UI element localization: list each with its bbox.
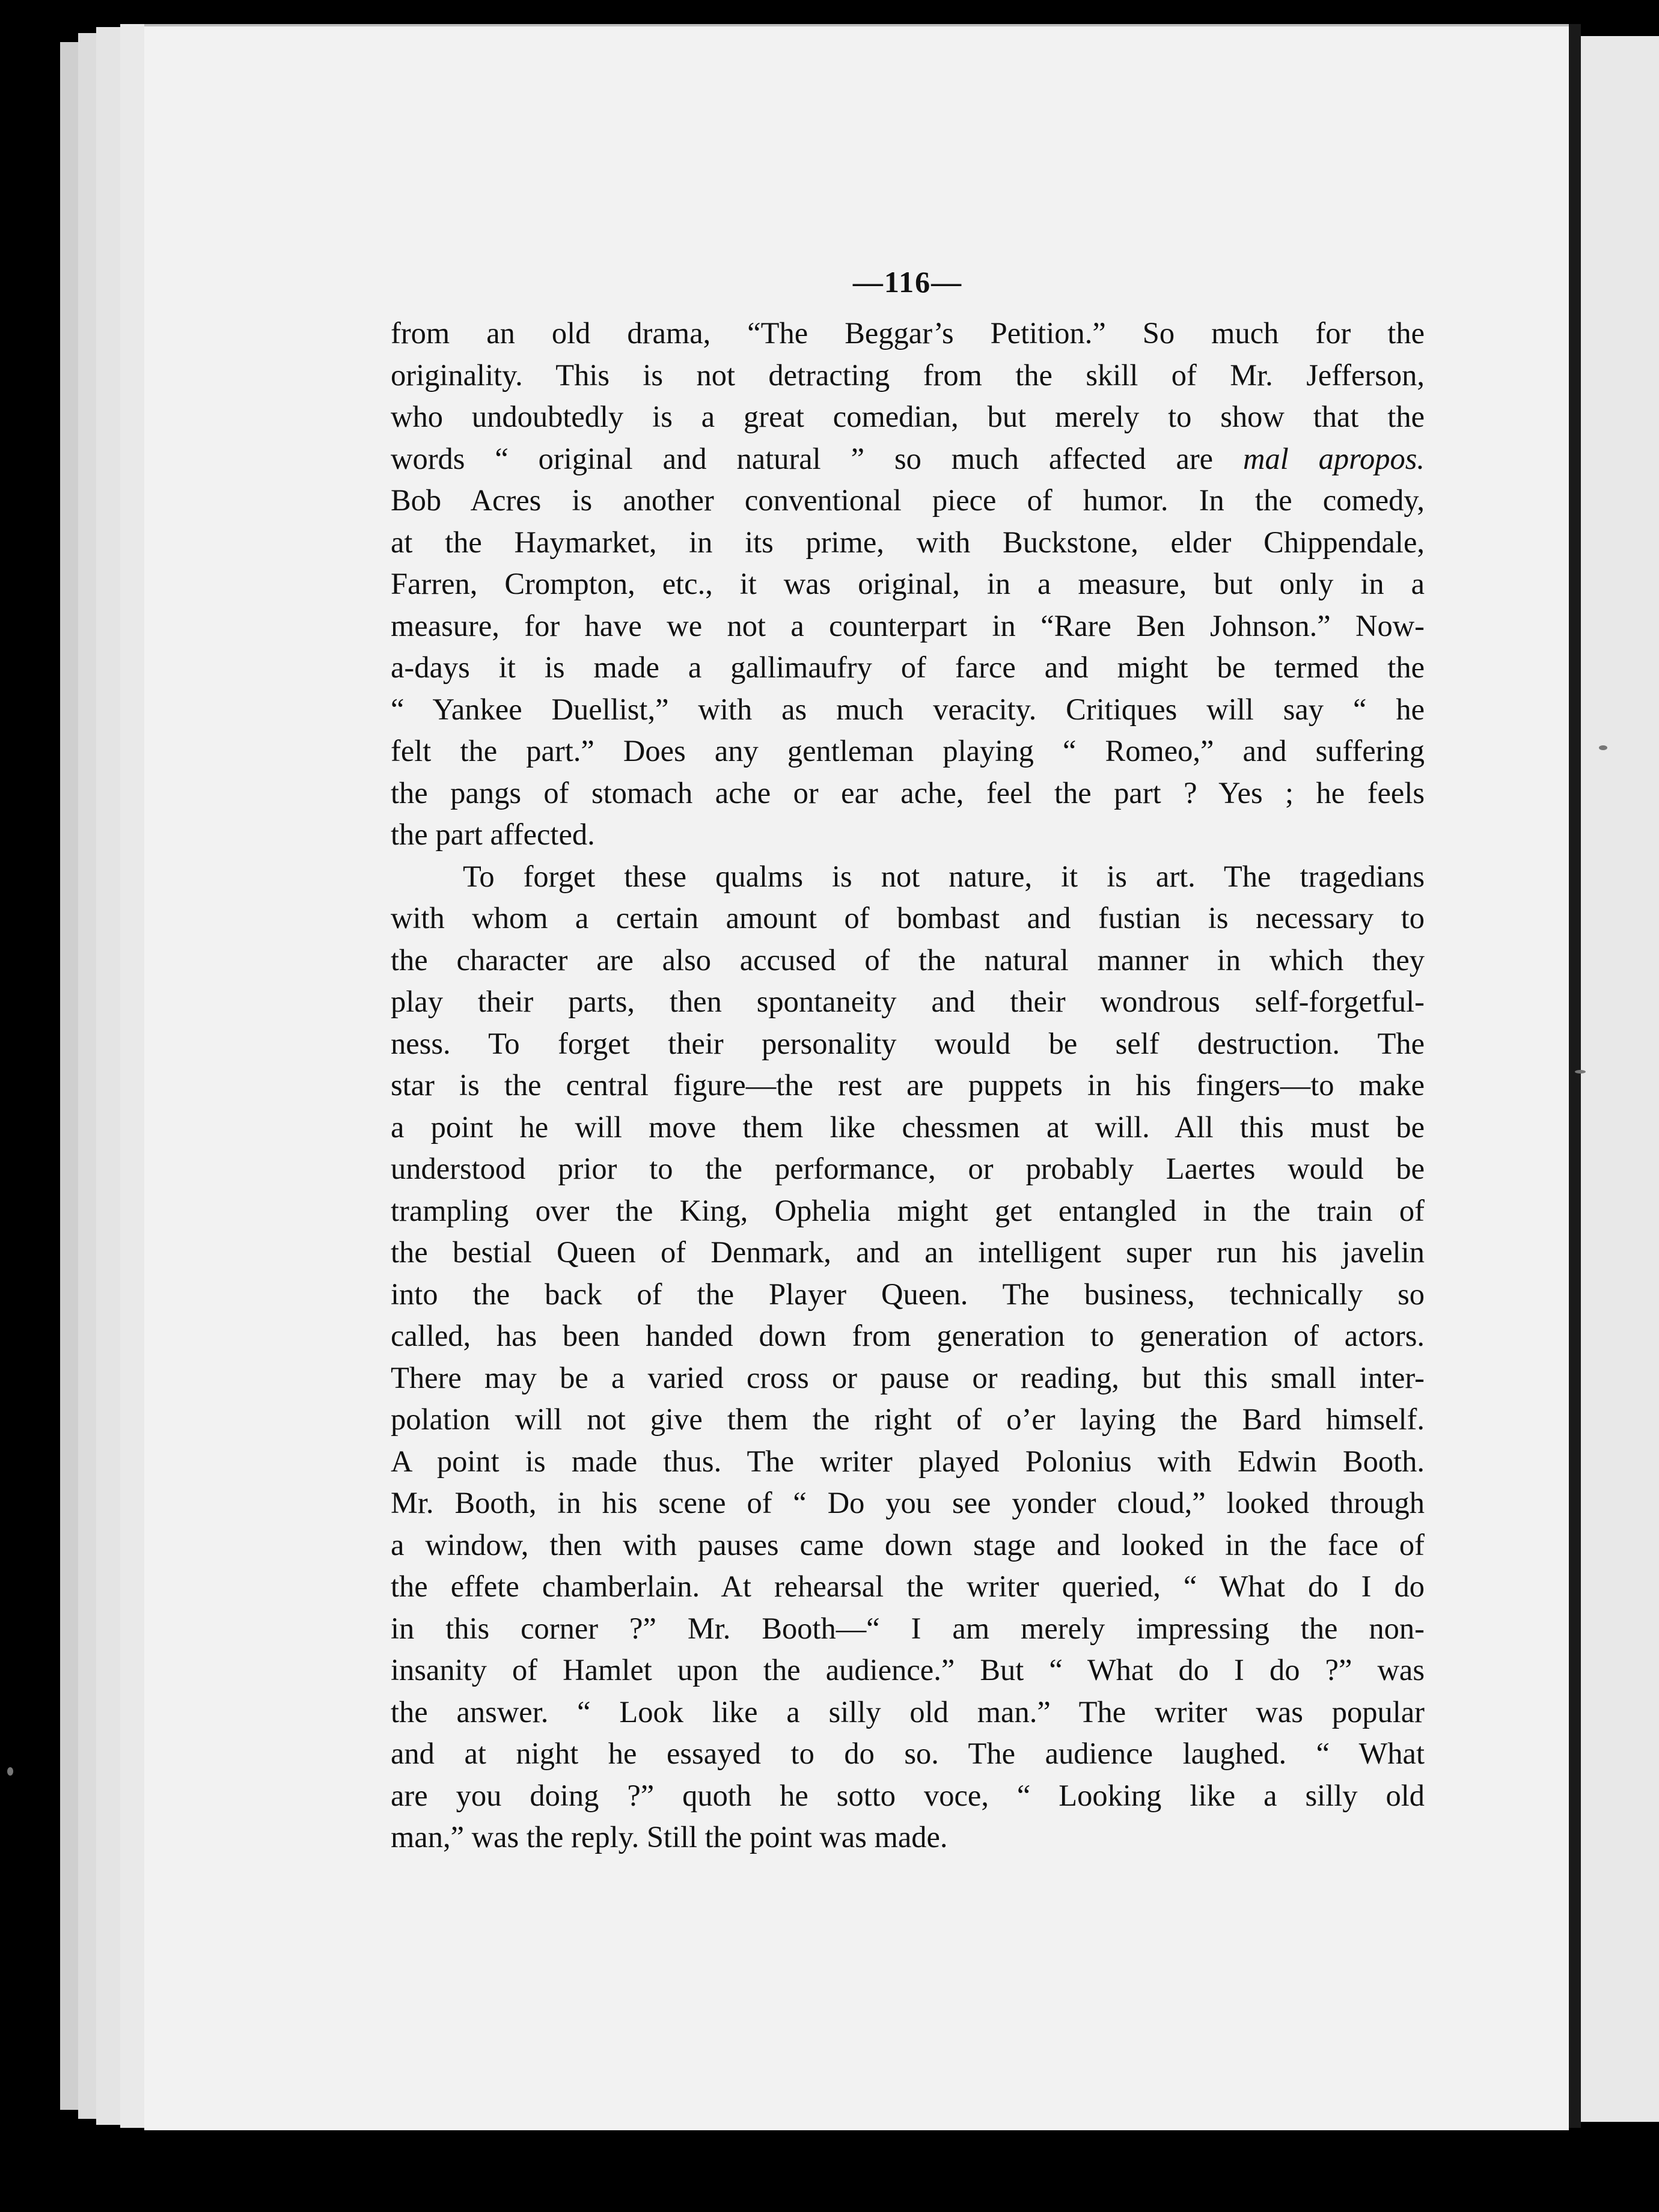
text-line: felt the part.” Does any gentleman playing “ Romeo,” and suffering bbox=[391, 734, 1425, 768]
body-text bbox=[391, 313, 1425, 1859]
text-line: words “ original and natural ” so much affected are mal apropos. bbox=[391, 441, 1425, 475]
text-line: at the Haymarket, in its prime, with Buckstone, elder Chippendale, bbox=[391, 525, 1425, 559]
scan-speck bbox=[1575, 1070, 1586, 1074]
book-gutter bbox=[1569, 24, 1581, 2128]
text-line: insanity of Hamlet upon the audience.” But “ What do I do ?” was bbox=[391, 1653, 1425, 1687]
scan-speck bbox=[1599, 745, 1607, 750]
italic-phrase: mal apropos. bbox=[1243, 441, 1425, 475]
text-line: play their parts, then spontaneity and their wondrous self-forgetful- bbox=[391, 985, 1425, 1018]
text-line: from an old drama, “The Beggar’s Petition.” So much for the bbox=[391, 316, 1425, 350]
text-line: called, has been handed down from generation to generation of actors. bbox=[391, 1319, 1425, 1352]
page-number: —116— bbox=[852, 265, 963, 299]
text-line: star is the central figure—the rest are puppets in his fingers—to make bbox=[391, 1068, 1425, 1102]
text-line: polation will not give them the right of o’er laying the Bard himself. bbox=[391, 1402, 1425, 1436]
text-line: man,” was the reply. Still the point was made. bbox=[391, 1820, 948, 1854]
text-line: a-days it is made a gallimaufry of farce and might be termed the bbox=[391, 650, 1425, 684]
text-line: a window, then with pauses came down stage and looked in the face of bbox=[391, 1527, 1425, 1562]
text-line: A point is made thus. The writer played Polonius with Edwin Booth. bbox=[391, 1444, 1425, 1478]
text-line: the effete chamberlain. At rehearsal the writer queried, “ What do I do bbox=[391, 1569, 1425, 1603]
text-line: “ Yankee Duellist,” with as much veracity. Critiques will say “ he bbox=[391, 692, 1425, 726]
text-line: into the back of the Player Queen. The business, technically so bbox=[391, 1277, 1425, 1311]
text-line: the bestial Queen of Denmark, and an intelligent super run his javelin bbox=[391, 1235, 1425, 1269]
text-line: and at night he essayed to do so. The audience laughed. “ What bbox=[391, 1737, 1425, 1770]
text-line: the character are also accused of the natural manner in which they bbox=[391, 943, 1425, 977]
scan-speck bbox=[7, 1767, 13, 1776]
text-line: the answer. “ Look like a silly old man.” The writer was popular bbox=[391, 1694, 1425, 1729]
text-line: measure, for have we not a counterpart in “Rare Ben Johnson.” Now- bbox=[391, 608, 1425, 643]
text-line: are you doing ?” quoth he sotto voce, “ Looking like a silly old bbox=[391, 1778, 1425, 1812]
text-line: understood prior to the performance, or probably Laertes would be bbox=[391, 1152, 1425, 1185]
text-line: Farren, Crompton, etc., it was original, in a measure, but only in a bbox=[391, 567, 1425, 600]
text-line: Bob Acres is another conventional piece of humor. In the comedy, bbox=[391, 483, 1425, 517]
text-line: a point he will move them like chessmen at will. All this must be bbox=[391, 1110, 1425, 1144]
text-line: trampling over the King, Ophelia might get entangled in the train of bbox=[391, 1193, 1425, 1227]
facing-page-edge bbox=[1581, 36, 1659, 2122]
text-line: Mr. Booth, in his scene of “ Do you see yonder cloud,” looked through bbox=[391, 1486, 1425, 1520]
text-line: originality. This is not detracting from the skill of Mr. Jefferson, bbox=[391, 358, 1425, 392]
text-line: the pangs of stomach ache or ear ache, feel the part ? Yes ; he feels bbox=[391, 775, 1425, 810]
text-line: There may be a varied cross or pause or reading, but this small inter- bbox=[391, 1360, 1425, 1395]
text-line: ness. To forget their personality would be self destruction. The bbox=[391, 1026, 1425, 1060]
text-line: with whom a certain amount of bombast and fustian is necessary to bbox=[391, 901, 1425, 935]
text-line: the part affected. bbox=[391, 817, 595, 851]
text-line: To forget these qualms is not nature, it is art. The tragedians bbox=[463, 859, 1425, 893]
text-line: who undoubtedly is a great comedian, but merely to show that the bbox=[391, 400, 1425, 433]
text-line: in this corner ?” Mr. Booth—“ I am merely impressing the non- bbox=[391, 1611, 1425, 1645]
